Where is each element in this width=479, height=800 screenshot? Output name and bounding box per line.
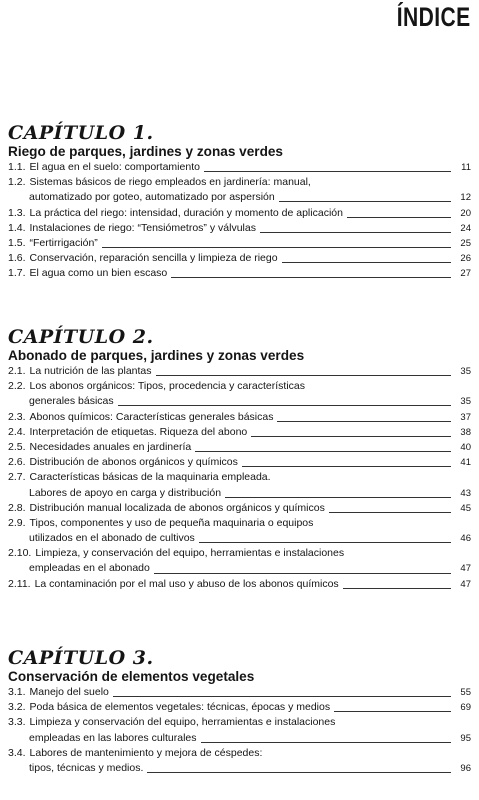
entry-title: La práctica del riego: intensidad, duración y momento de aplicación <box>29 206 343 219</box>
chapter-title: Abonado de parques, jardines y zonas verdes <box>8 348 305 363</box>
entry-title: Abonos químicos: Características generales básicas <box>29 410 274 423</box>
toc-entry[interactable] <box>8 470 471 500</box>
toc-entry-line <box>8 700 471 715</box>
toc-entry-line <box>8 486 471 501</box>
entry-number: 2.10. <box>8 547 32 560</box>
page-number: 46 <box>460 533 471 545</box>
entry-title: Interpretación de etiquetas. Riqueza del abono <box>29 425 248 438</box>
entry-title: “Fertirrigación” <box>29 236 98 249</box>
toc-entry-line <box>8 160 471 175</box>
entry-title: El agua como un bien escaso <box>29 267 168 280</box>
toc-entry[interactable] <box>8 364 471 379</box>
page-number: 43 <box>460 487 471 499</box>
toc-entry[interactable] <box>8 440 471 455</box>
entry-title: La contaminación por el mal uso y abuso de los abonos químicos <box>34 577 339 590</box>
leader-dots <box>347 217 451 218</box>
entry-title: Distribución de abonos orgánicos y químicos <box>29 456 238 469</box>
leader-dots <box>201 742 451 743</box>
entry-title: Instalaciones de riego: “Tensiómetros” y válvulas <box>29 221 256 234</box>
entry-title: El agua en el suelo: comportamiento <box>29 161 200 173</box>
leader-dots <box>242 466 451 467</box>
entry-title: Características básicas de la maquinaria empleada. <box>29 471 271 484</box>
entry-title: Labores de mantenimiento y mejora de céspedes: <box>29 746 263 759</box>
toc-entry-line <box>8 561 471 576</box>
leader-dots <box>113 696 451 697</box>
toc-entry-line <box>8 190 471 205</box>
page-number: 38 <box>460 426 471 438</box>
toc-entry[interactable] <box>8 425 471 440</box>
leader-dots <box>251 436 451 437</box>
page-number: 25 <box>460 237 471 249</box>
entry-title-continued: empleadas en las labores culturales <box>29 731 197 744</box>
toc-entry[interactable] <box>8 236 471 251</box>
entry-number: 2.4. <box>8 425 26 438</box>
toc-entry-line <box>8 531 471 546</box>
page-number: 47 <box>460 563 471 575</box>
chapter-title: Riego de parques, jardines y zonas verdes <box>8 144 283 159</box>
leader-dots <box>279 201 451 202</box>
entry-number: 2.8. <box>8 501 26 514</box>
page-number: 37 <box>460 411 471 423</box>
chapter-label: CAPÍTULO 3. <box>8 647 154 669</box>
entry-title: Manejo del suelo <box>29 686 109 698</box>
toc-entry[interactable] <box>8 221 471 236</box>
toc-entry-line <box>8 251 471 266</box>
toc-entry[interactable] <box>8 379 471 409</box>
toc-entry-line <box>8 516 471 531</box>
entry-number: 2.7. <box>8 471 26 484</box>
toc-entry-line <box>8 731 471 746</box>
toc-entry-line <box>8 266 471 281</box>
page-number: 41 <box>460 457 471 469</box>
toc-entry[interactable] <box>8 685 471 700</box>
entry-title: Necesidades anuales en jardinería <box>29 440 192 453</box>
entry-number: 2.1. <box>8 365 26 377</box>
entry-title: Limpieza y conservación del equipo, herramientas e instalaciones <box>29 716 336 729</box>
toc-entry[interactable] <box>8 577 471 592</box>
entry-number: 2.9. <box>8 516 26 529</box>
leader-dots <box>260 232 451 233</box>
page-number: 45 <box>460 502 471 514</box>
entry-title: Los abonos orgánicos: Tipos, procedencia y características <box>29 380 305 393</box>
entry-number: 1.1. <box>8 161 26 173</box>
toc-entry-line <box>8 715 471 730</box>
leader-dots <box>204 171 451 172</box>
entry-title-continued: Labores de apoyo en carga y distribución <box>29 486 222 499</box>
leader-dots <box>171 277 451 278</box>
chapter-2 <box>8 327 471 592</box>
page-number: 27 <box>460 268 471 280</box>
entry-title-continued: tipos, técnicas y medios. <box>29 761 144 774</box>
page-number: 95 <box>460 732 471 744</box>
page-number: 47 <box>460 578 471 590</box>
toc-entry[interactable] <box>8 501 471 516</box>
toc-entry[interactable] <box>8 546 471 576</box>
toc-entry[interactable] <box>8 516 471 546</box>
toc-entry[interactable] <box>8 266 471 281</box>
entry-number: 3.2. <box>8 701 26 714</box>
toc-entry-line <box>8 440 471 455</box>
entry-number: 3.3. <box>8 716 26 729</box>
toc-entry-line <box>8 394 471 409</box>
toc-entry-line <box>8 206 471 221</box>
toc-entry[interactable] <box>8 455 471 470</box>
toc-entry-line <box>8 546 471 561</box>
entry-number: 2.2. <box>8 380 26 393</box>
leader-dots <box>334 711 451 712</box>
page-number: 55 <box>460 687 471 698</box>
entry-number: 1.3. <box>8 206 26 219</box>
leader-dots <box>199 542 451 543</box>
toc-entry-line <box>8 501 471 516</box>
leader-dots <box>277 421 451 422</box>
toc-entry-line <box>8 470 471 485</box>
toc-entry-line <box>8 175 471 190</box>
entry-title: Tipos, componentes y uso de pequeña maquinaria o equipos <box>29 516 314 529</box>
page-number: 24 <box>460 222 471 234</box>
toc-entry-line <box>8 221 471 236</box>
toc-entry[interactable] <box>8 746 471 776</box>
leader-dots <box>102 247 451 248</box>
leader-dots <box>195 451 451 452</box>
toc-entry-line <box>8 364 471 379</box>
page-number: 40 <box>460 441 471 453</box>
toc-entry-line <box>8 685 471 700</box>
entry-title-continued: automatizado por goteo, automatizado por aspersión <box>29 191 275 204</box>
entry-number: 1.7. <box>8 267 26 280</box>
page-number: 20 <box>460 207 471 219</box>
entry-title: Distribución manual localizada de abonos orgánicos y químicos <box>29 501 325 514</box>
entry-title-continued: generales básicas <box>29 395 114 408</box>
entry-title-continued: empleadas en el abonado <box>29 562 150 575</box>
toc-entry[interactable] <box>8 410 471 425</box>
leader-dots <box>154 573 451 574</box>
toc-entry-line <box>8 236 471 251</box>
toc-entry-line <box>8 455 471 470</box>
toc-entry[interactable] <box>8 715 471 745</box>
page-number: 12 <box>460 192 471 204</box>
page-number: 26 <box>460 253 471 265</box>
entry-number: 2.5. <box>8 440 26 453</box>
toc-entry-line <box>8 577 471 592</box>
page-number: 11 <box>461 162 471 173</box>
page-title: ÍNDICE <box>397 2 471 32</box>
leader-dots <box>118 405 451 406</box>
page-number: 35 <box>460 396 471 408</box>
page-number: 35 <box>460 366 471 377</box>
leader-dots <box>225 497 451 498</box>
entry-number: 2.6. <box>8 456 26 469</box>
toc-entry-line <box>8 761 471 776</box>
leader-dots <box>156 375 451 376</box>
page-number: 69 <box>460 702 471 714</box>
entry-number: 1.4. <box>8 221 26 234</box>
entry-title-continued: utilizados en el abonado de cultivos <box>29 532 195 545</box>
toc-entry-line <box>8 746 471 761</box>
toc-entry-line <box>8 425 471 440</box>
entry-title: Limpieza, y conservación del equipo, herramientas e instalaciones <box>35 547 345 560</box>
toc-entry[interactable] <box>8 160 471 175</box>
entry-number: 2.3. <box>8 410 26 423</box>
entry-number: 2.11. <box>8 577 31 590</box>
entry-number: 1.2. <box>8 176 26 189</box>
chapter-label: CAPÍTULO 1. <box>8 122 154 144</box>
toc-entry-line <box>8 379 471 394</box>
entry-number: 1.6. <box>8 252 26 265</box>
leader-dots <box>282 262 451 263</box>
toc-entry[interactable] <box>8 175 471 205</box>
chapter-title: Conservación de elementos vegetales <box>8 669 255 684</box>
leader-dots <box>329 512 451 513</box>
entry-title: Conservación, reparación sencilla y limpieza de riego <box>29 252 278 265</box>
entry-number: 3.4. <box>8 746 26 759</box>
toc-entry[interactable] <box>8 251 471 266</box>
chapter-1 <box>8 123 471 282</box>
leader-dots <box>343 588 451 589</box>
chapter-3 <box>8 648 471 776</box>
toc-entry[interactable] <box>8 206 471 221</box>
entry-number: 1.5. <box>8 236 26 249</box>
toc-entry[interactable] <box>8 700 471 715</box>
entry-number: 3.1. <box>8 686 26 698</box>
chapter-label: CAPÍTULO 2. <box>8 326 154 348</box>
page-number: 96 <box>460 762 471 774</box>
entry-title: Poda básica de elementos vegetales: técnicas, épocas y medios <box>29 701 331 714</box>
toc-entry-line <box>8 410 471 425</box>
entry-title: La nutrición de las plantas <box>29 365 152 377</box>
entry-title: Sistemas básicos de riego empleados en jardinería: manual, <box>29 176 311 189</box>
leader-dots <box>147 772 451 773</box>
